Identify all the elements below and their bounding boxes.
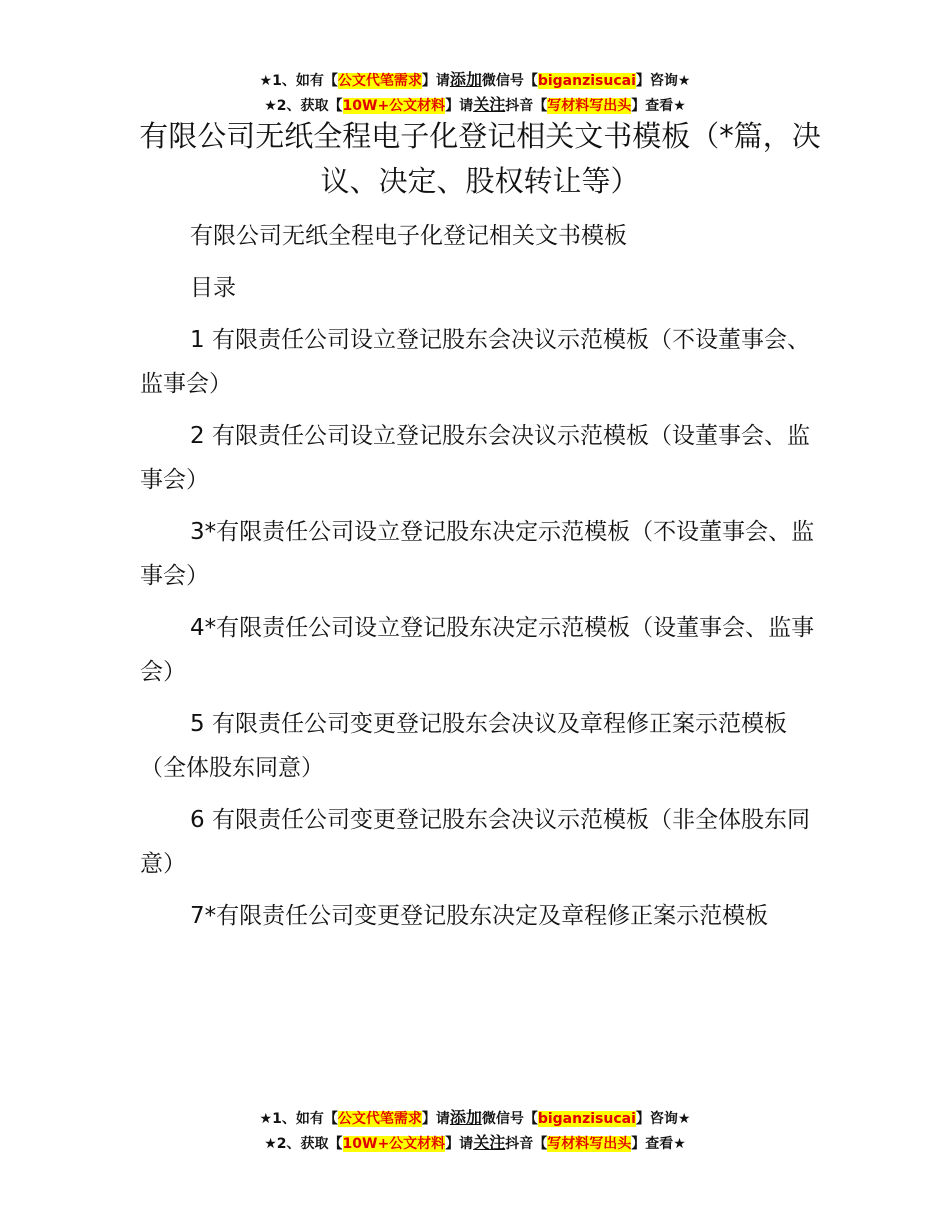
promo-highlight: 写材料写出头 — [547, 98, 632, 114]
toc-item: 5 有限责任公司变更登记股东会决议及章程修正案示范模板（全体股东同意） — [140, 711, 787, 781]
document-body — [140, 214, 830, 946]
promo-highlight: 公文代笔需求 — [337, 73, 422, 89]
toc-item: 6 有限责任公司变更登记股东会决议示范模板（非全体股东同意） — [140, 807, 810, 877]
toc-heading: 目录 — [190, 275, 236, 301]
promo-highlight: 写材料写出头 — [547, 1136, 632, 1152]
document-title: 有限公司无纸全程电子化登记相关文书模板（*篇，决议、决定、股权转让等） — [139, 119, 821, 198]
promo-highlight: biganzisucai — [537, 73, 636, 89]
promo-banner-bottom — [0, 1106, 950, 1156]
toc-item: 3*有限责任公司设立登记股东决定示范模板（不设董事会、监事会） — [140, 519, 815, 589]
promo-highlight: 10W+公文材料 — [342, 1136, 446, 1152]
promo-highlight: 公文代笔需求 — [337, 1111, 422, 1127]
promo-highlight: 10W+公文材料 — [342, 98, 446, 114]
toc-item: 7*有限责任公司变更登记股东决定及章程修正案示范模板 — [190, 903, 769, 929]
promo-line-1: ★1、如有【公文代笔需求】请添加微信号【biganzisucai】咨询★ — [259, 1108, 691, 1127]
toc-item: 1 有限责任公司设立登记股东会决议示范模板（不设董事会、监事会） — [140, 327, 810, 397]
toc-item: 2 有限责任公司设立登记股东会决议示范模板（设董事会、监事会） — [140, 423, 810, 493]
promo-line-2: ★2、获取【10W+公文材料】请关注抖音【写材料写出头】查看★ — [264, 1133, 686, 1152]
toc-item: 4*有限责任公司设立登记股东决定示范模板（设董事会、监事会） — [140, 615, 815, 685]
promo-highlight: biganzisucai — [537, 1111, 636, 1127]
promo-banner-top — [0, 68, 950, 118]
promo-line-1: ★1、如有【公文代笔需求】请添加微信号【biganzisucai】咨询★ — [259, 70, 691, 89]
document-subtitle: 有限公司无纸全程电子化登记相关文书模板 — [190, 223, 627, 249]
promo-line-2: ★2、获取【10W+公文材料】请关注抖音【写材料写出头】查看★ — [264, 95, 686, 114]
